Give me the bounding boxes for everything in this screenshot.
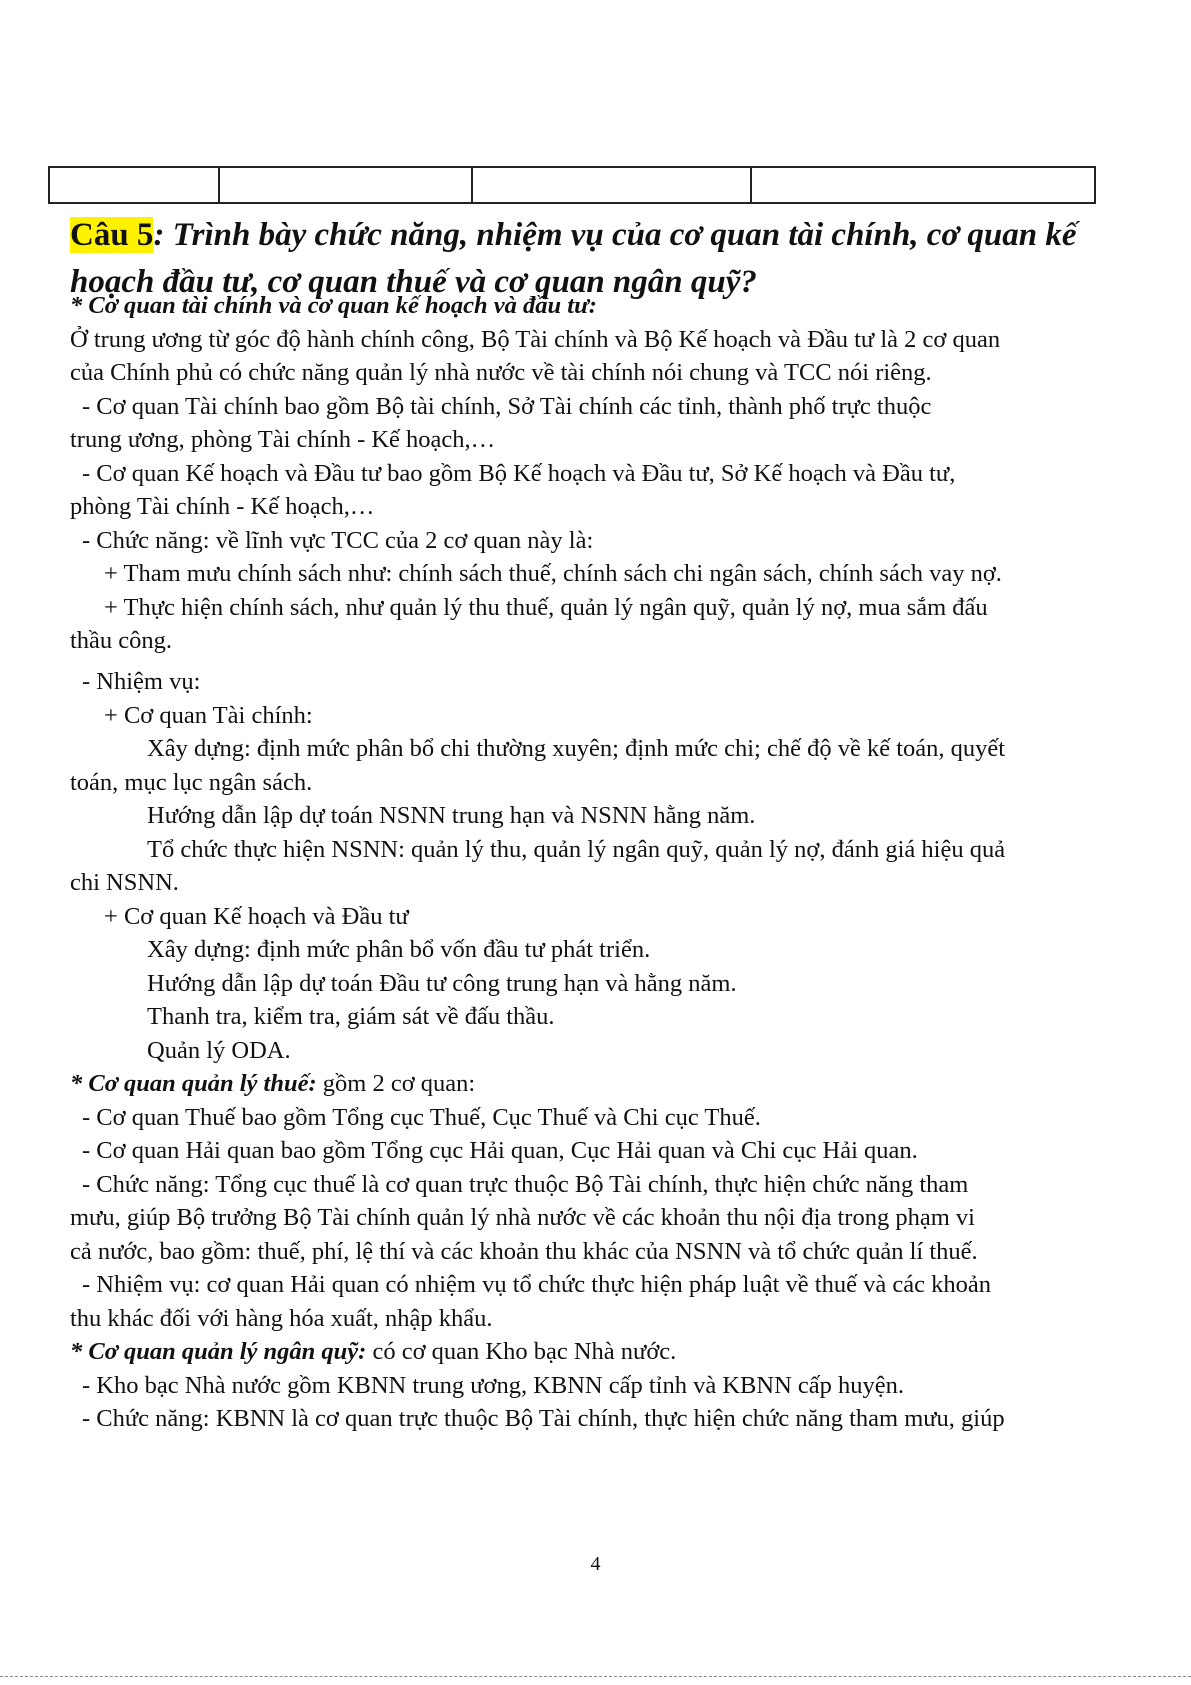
text-line: chi NSNN. (70, 869, 179, 896)
text-line: + Tham mưu chính sách như: chính sách thuế, chính sách chi ngân sách, chính sách vay nợ. (104, 560, 1002, 587)
text-line: thầu công. (70, 627, 173, 654)
text-line: Tổ chức thực hiện NSNN: quản lý thu, quản lý ngân quỹ, quản lý nợ, đánh giá hiệu quả (147, 836, 1006, 863)
text-line: Thanh tra, kiểm tra, giám sát về đấu thầu. (147, 1003, 555, 1030)
header-table (48, 166, 1096, 204)
text-line: + Thực hiện chính sách, như quản lý thu thuế, quản lý ngân quỹ, quản lý nợ, mua sắm đấu (104, 594, 988, 621)
text-line: - Cơ quan Hải quan bao gồm Tổng cục Hải quan, Cục Hải quan và Chi cục Hải quan. (82, 1137, 918, 1164)
question-label: Câu 5 (70, 217, 154, 253)
text-line: cả nước, bao gồm: thuế, phí, lệ thí và các khoản thu khác của NSNN và tổ chức quản lí thuế. (70, 1238, 978, 1265)
text-line: Quản lý ODA. (147, 1037, 291, 1064)
text-line: - Kho bạc Nhà nước gồm KBNN trung ương, KBNN cấp tỉnh và KBNN cấp huyện. (82, 1372, 905, 1399)
text-line: - Nhiệm vụ: (82, 668, 201, 695)
text-line: - Nhiệm vụ: cơ quan Hải quan có nhiệm vụ tổ chức thực hiện pháp luật về thuế và các khoản (82, 1271, 991, 1298)
text-line: - Cơ quan Kế hoạch và Đầu tư bao gồm Bộ Kế hoạch và Đầu tư, Sở Kế hoạch và Đầu tư, (82, 460, 956, 487)
table-cell (752, 168, 1094, 202)
text-line: - Chức năng: về lĩnh vực TCC của 2 cơ quan này là: (82, 527, 594, 554)
text-line: + Cơ quan Tài chính: (104, 702, 313, 729)
table-cell (50, 168, 220, 202)
text-line: + Cơ quan Kế hoạch và Đầu tư (104, 903, 409, 930)
text-line: Xây dựng: định mức phân bổ chi thường xuyên; định mức chi; chế độ về kế toán, quyết (147, 735, 1006, 762)
text-line: toán, mục lục ngân sách. (70, 769, 313, 796)
table-cell (473, 168, 752, 202)
text-line: - Chức năng: KBNN là cơ quan trực thuộc Bộ Tài chính, thực hiện chức năng tham mưu, giúp (82, 1405, 1005, 1432)
text-line: thu khác đối với hàng hóa xuất, nhập khẩu. (70, 1305, 493, 1332)
text-line: - Chức năng: Tổng cục thuế là cơ quan trực thuộc Bộ Tài chính, thực hiện chức năng tham (82, 1171, 969, 1198)
text-line: phòng Tài chính - Kế hoạch,… (70, 493, 375, 520)
text-line: Ở trung ương từ góc độ hành chính công, Bộ Tài chính và Bộ Kế hoạch và Đầu tư là 2 cơ quan (70, 326, 1001, 353)
text-line: mưu, giúp Bộ trưởng Bộ Tài chính quản lý nhà nước về các khoản thu nội địa trong phạm vi (70, 1204, 975, 1231)
page-number: 4 (590, 1553, 601, 1575)
text-line: Xây dựng: định mức phân bổ vốn đầu tư phát triển. (147, 936, 651, 963)
text-line: * Cơ quan quản lý thuế: gồm 2 cơ quan: (70, 1070, 476, 1097)
text-line: - Cơ quan Tài chính bao gồm Bộ tài chính, Sở Tài chính các tỉnh, thành phố trực thuộc (82, 393, 932, 420)
table-cell (220, 168, 473, 202)
text-line: trung ương, phòng Tài chính - Kế hoạch,… (70, 426, 496, 453)
text-line: của Chính phủ có chức năng quản lý nhà nước về tài chính nói chung và TCC nói riêng. (70, 359, 932, 386)
text-line: * Cơ quan tài chính và cơ quan kế hoạch và đầu tư: (70, 292, 597, 319)
text-line: Hướng dẫn lập dự toán NSNN trung hạn và NSNN hằng năm. (147, 802, 756, 829)
text-line: - Cơ quan Thuế bao gồm Tổng cục Thuế, Cục Thuế và Chi cục Thuế. (82, 1104, 761, 1131)
text-line: * Cơ quan quản lý ngân quỹ: có cơ quan Kho bạc Nhà nước. (70, 1338, 677, 1365)
page-divider (0, 1676, 1191, 1677)
question-text: : Trình bày chức năng, nhiệm vụ của cơ quan tài chính, cơ quan kế hoạch đầu tư, cơ quan thuế và cơ quan ngân quỹ? (70, 217, 1077, 300)
text-line: Hướng dẫn lập dự toán Đầu tư công trung hạn và hằng năm. (147, 970, 737, 997)
